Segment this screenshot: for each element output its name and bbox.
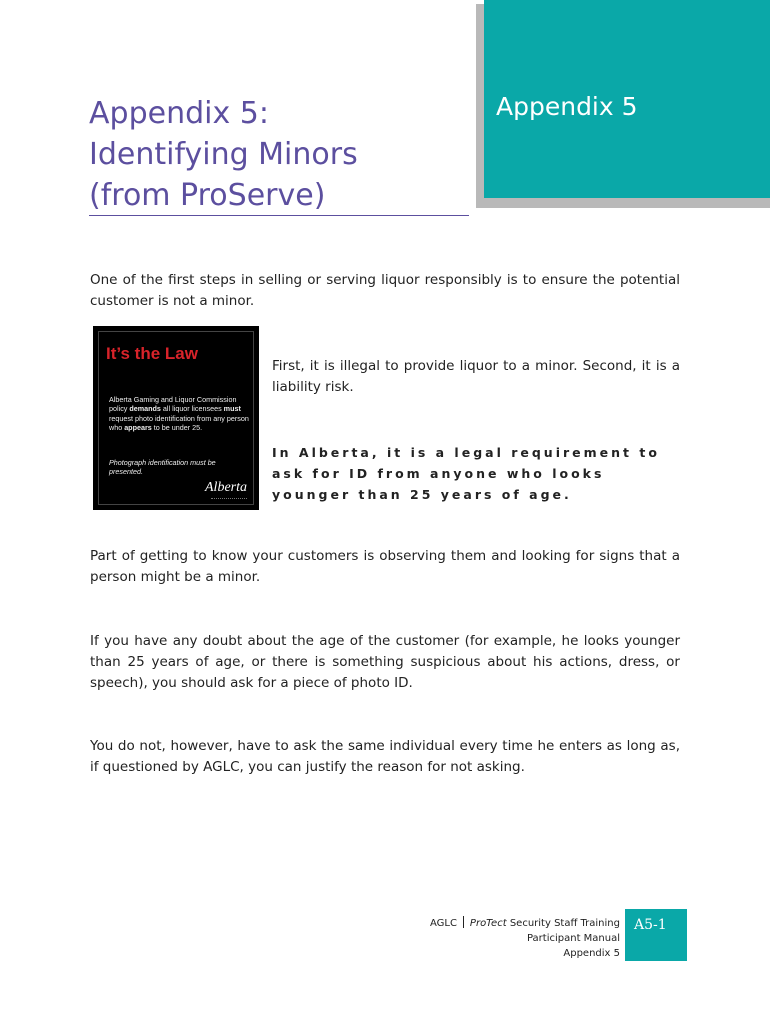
poster-body-text-1: Alberta Gaming and Liquor Commission policy bbox=[109, 395, 237, 414]
paragraph-2: Part of getting to know your customers is observing them and looking for signs that a person might be a minor. bbox=[90, 548, 680, 585]
footer-line-2: Participant Manual bbox=[526, 933, 620, 944]
footer-course-rest: Security Staff Training bbox=[506, 918, 620, 929]
poster-note: Photograph identification must be presented. bbox=[109, 458, 216, 477]
page-footer bbox=[320, 916, 620, 961]
page-number: A5-1 bbox=[634, 917, 667, 933]
title-line-2: Identifying Minors bbox=[89, 137, 358, 172]
side-paragraph-2-bold: In Alberta, it is a legal requirement to ask for ID from anyone who looks younger than 25 years of age. bbox=[272, 445, 660, 502]
title-line-3: (from ProServe) bbox=[89, 178, 326, 213]
poster-body-must: must bbox=[223, 404, 241, 414]
poster-body-text-3: request photo identification from any person who bbox=[109, 413, 249, 432]
intro-paragraph: One of the first steps in selling or serving liquor responsibly is to ensure the potential customer is not a minor. bbox=[90, 272, 680, 309]
footer-org: AGLC bbox=[429, 918, 457, 929]
poster-heading: It’s the Law bbox=[106, 344, 198, 363]
title-underline bbox=[89, 215, 469, 216]
title-line-1: Appendix 5: bbox=[89, 96, 269, 131]
its-the-law-poster bbox=[93, 326, 259, 510]
poster-body-appears: appears bbox=[124, 422, 152, 432]
side-paragraph-1: First, it is illegal to provide liquor to a minor. Second, it is a liability risk. bbox=[272, 358, 680, 395]
appendix-tab bbox=[484, 0, 770, 198]
footer-course-italic: ProTect bbox=[469, 918, 507, 929]
paragraph-4: You do not, however, have to ask the same individual every time he enters as long as, if questioned by AGLC, you can justify the reason for not asking. bbox=[90, 738, 680, 775]
paragraph-3: If you have any doubt about the age of the customer (for example, he looks younger than 25 years of age, or there is something suspicious about his actions, dress, or speech), you should ask for a piece of photo ID. bbox=[90, 633, 680, 691]
footer-line-3: Appendix 5 bbox=[563, 948, 620, 959]
poster-body-text-4: to be under 25. bbox=[151, 422, 203, 432]
alberta-logo-subtext bbox=[211, 498, 247, 504]
poster-body-demands: demands bbox=[129, 404, 161, 414]
page-title bbox=[89, 93, 469, 216]
footer-separator bbox=[463, 916, 464, 928]
appendix-tab-label: Appendix 5 bbox=[496, 92, 638, 121]
poster-body bbox=[109, 395, 249, 432]
alberta-logo: Alberta bbox=[205, 480, 247, 495]
footer-line-1 bbox=[320, 916, 620, 931]
poster-body-text-2: all liquor licensees bbox=[160, 404, 224, 414]
page-number-box bbox=[625, 909, 687, 961]
